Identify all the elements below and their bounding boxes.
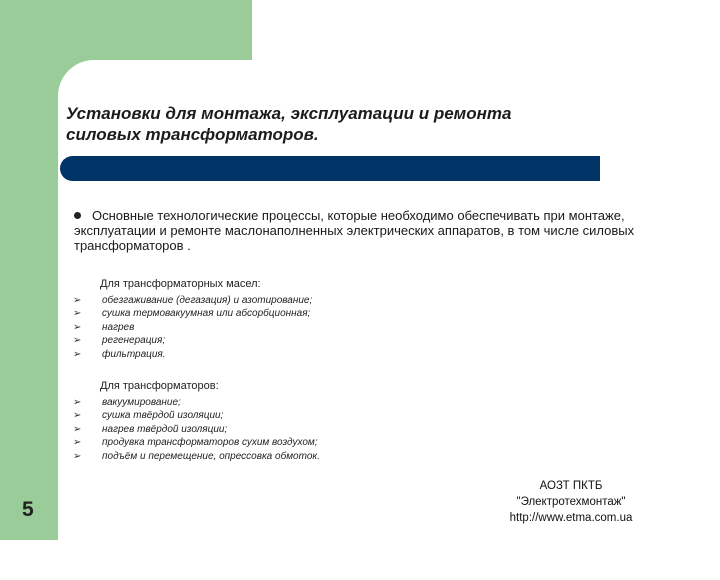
arrow-bullet-icon: ➢ [73,397,82,408]
footer-company: АОЗТ ПКТБ [539,480,603,492]
arrow-bullet-icon: ➢ [73,335,82,347]
transformer-group-heading: Для трансформаторов: [100,380,219,392]
intro-text: Основные технологические процессы, которые необходимо обеспечивать при монтаже, эксплуатации и ремонте маслонаполненных электрических аппаратов, в том числе силовых трансформаторов . [74,208,635,253]
list-item: ➢ регенерация; [73,335,166,347]
list-item: ➢ вакуумирование; [73,397,181,408]
list-item: ➢ сушка твёрдой изоляции; [73,410,224,422]
slide-title-line-1: Установки для монтажа, эксплуатации и ремонта [66,104,512,123]
arrow-bullet-icon: ➢ [73,321,82,333]
arrow-bullet-icon: ➢ [73,295,82,306]
list-item: ➢ фильтрация. [73,348,166,360]
list-item: ➢ подъём и перемещение, опрессовка обмоток. [73,450,320,462]
intro-paragraph [74,208,694,253]
title-underline-bar [60,156,600,181]
oil-group-heading: Для трансформаторных масел: [100,278,261,290]
list-item: ➢ обезгаживание (дегазация) и азотирование; [73,295,313,306]
bullet-dot-icon [74,212,81,219]
arrow-bullet-icon: ➢ [73,423,82,435]
arrow-bullet-icon: ➢ [73,437,82,449]
slide-title-line-2: силовых трансформаторов. [66,125,319,144]
arrow-bullet-icon: ➢ [73,450,82,462]
arrow-bullet-icon: ➢ [73,410,82,422]
list-item: ➢ сушка термовакуумная или абсорбционная; [73,308,311,320]
footer-name: "Электротехмонтаж" [516,496,626,508]
list-item: ➢ нагрев твёрдой изоляции; [73,423,228,435]
footer-url-link[interactable]: http://www.etma.com.ua [509,512,633,524]
arrow-bullet-icon: ➢ [73,348,82,360]
transformer-process-list [73,396,453,463]
decorative-green-strip [0,0,58,540]
arrow-bullet-icon: ➢ [73,308,82,320]
slide-title [66,103,626,145]
list-item: ➢ нагрев [73,321,135,333]
list-item: ➢ продувка трансформаторов сухим воздухом; [73,437,318,449]
oil-process-list [73,294,453,361]
footer-credits [486,478,656,526]
slide-number: 5 [22,498,34,521]
